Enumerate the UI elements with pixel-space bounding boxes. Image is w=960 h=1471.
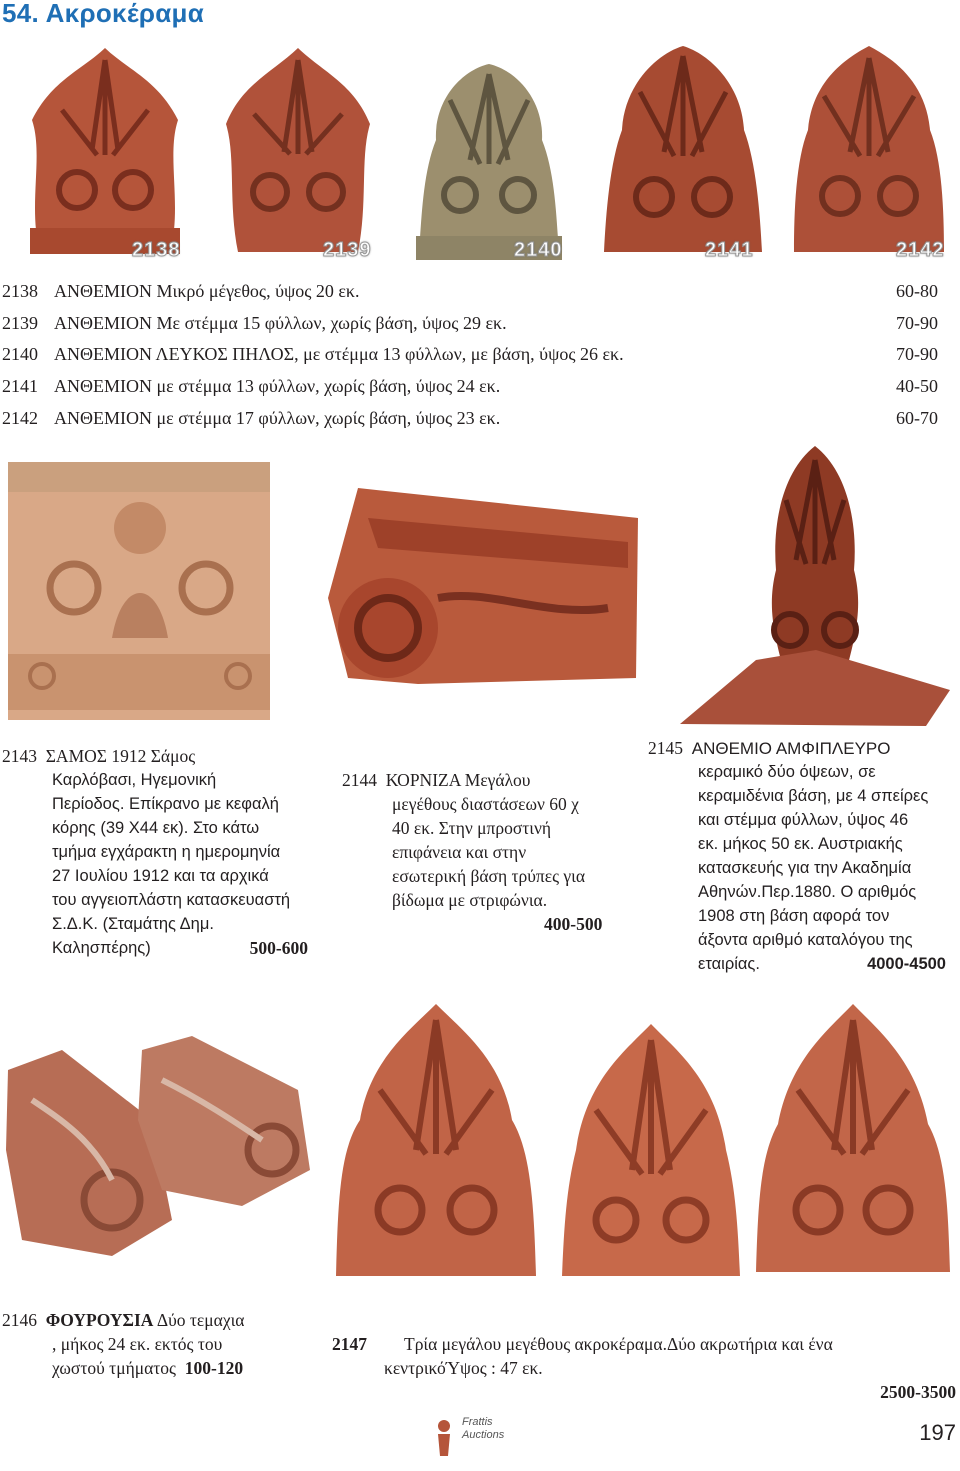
lot-price: 100-120 [184,1358,244,1378]
antefix-photo-2141 [600,42,766,262]
antefix-2140-image [410,60,568,262]
lot-first-line: Δύο τεμαχια [156,1310,245,1330]
lot-number: 2145 [648,738,683,758]
antefix-photo-2142 [786,40,952,262]
antefix-photo-2139 [218,42,378,262]
lot-price: 60-80 [896,281,938,301]
desc-line: επιφάνεια και στην [392,842,527,862]
lot-row-2142 [2,407,938,429]
capital-2143-image [2,458,278,724]
lot-block-2145 [648,736,956,980]
cornice-2144-image [308,478,640,704]
lot-block-2147 [332,1332,956,1406]
antefix-2138-image [22,40,188,262]
lot-number: 2140 [2,344,38,364]
lot-description: ΛΕΥΚΟΣ ΠΗΛΟΣ, με στέμμα 13 φύλλων, με βάση, ύψος 26 εκ. [155,344,624,364]
desc-line: 1908 στη βάση αφορά τον [698,907,890,925]
logo-text-1: Frattis [462,1416,493,1428]
lot-first-line: Μεγάλου [464,770,531,790]
desc-line: βίδωμα με στριφώνια. [392,890,548,910]
lot-number: 2144 [342,770,377,790]
lot-number: 2146 [2,1310,37,1330]
lot-price: 4000-4500 [867,955,946,973]
lot-number: 2142 [2,408,38,428]
lot-row-2138 [2,280,938,302]
capital-photo-2143 [2,458,278,724]
page-number: 197 [919,1420,956,1445]
lot-number: 2139 [2,313,38,333]
desc-last-line: χωστού τμήματος [52,1358,176,1378]
lot-description-line-2: κεντρικόΎψος : 47 εκ. [384,1358,543,1378]
lot-row-2141 [2,375,938,397]
brackets-photo-2146 [2,1030,314,1266]
lot-block-2144 [342,768,614,940]
antefix-2147-right-image [750,1000,956,1278]
desc-line: 40 εκ. Στην μπροστινή [392,818,552,838]
lot-price: 70-90 [896,344,938,364]
desc-line: του αγγειοπλάστη κατασκευαστή [52,891,291,909]
brackets-2146-image [2,1030,314,1266]
lot-block-2146 [2,1308,302,1384]
lot-name: ΚΟΡΝΙΖΑ [385,770,461,790]
desc-line: 27 Ιουλίου 1912 και τα αρχικά [52,867,269,885]
lot-name: ΑΝΘΕΜΙΟΝ [54,281,152,301]
lot-name: ΑΝΘΕΜΙΟΝ [54,408,152,428]
desc-line: κεραμικό δύο όψεων, σε [698,763,876,781]
lot-description: Μικρό μέγεθος, ύψος 20 εκ. [156,281,360,301]
lot-description [52,1332,243,1380]
desc-line: Αθηνών.Περ.1880. Ο αριθμός [698,883,917,901]
antefix-2147-center-image [556,1020,746,1282]
lot-description-line-1: Τρία μεγάλου μεγέθους ακροκέραμα.Δύο ακρωτήρια και ένα [404,1334,833,1354]
lot-description [698,760,946,976]
lot-row-2139 [2,312,938,334]
desc-line: άξοντα αριθμό καταλόγου της [698,931,913,949]
lot-price: 2500-3500 [880,1382,956,1402]
antefix-2145-image [676,440,954,728]
desc-line: Σ.Δ.Κ. (Σταμάτης Δημ. [52,915,214,933]
lot-number: 2143 [2,746,37,766]
lot-name: ΑΝΘΕΜΙΟ ΑΜΦΙΠΛΕΥΡΟ [691,739,891,758]
desc-line: Καρλόβασι, Ηγεμονική [52,771,217,789]
lot-name: ΦΟΥΡΟΥΣΙΑ [45,1310,154,1330]
lot-name: ΑΝΘΕΜΙΟΝ [54,344,152,364]
lot-name: ΑΝΘΕΜΙΟΝ [54,313,152,333]
lot-price: 70-90 [896,313,938,333]
antefix-photo-2147-left [330,1000,542,1282]
lot-price: 500-600 [249,938,308,958]
antefix-2147-left-image [330,1000,542,1282]
cornice-photo-2144 [308,478,640,704]
lot-description [392,792,585,912]
desc-line: και στέμμα φύλλων, ύψος 46 [698,811,909,829]
desc-line: κόρης (39 Χ44 εκ). Στο κάτω [52,819,260,837]
lot-number: 2147 [332,1334,367,1354]
antefix-photo-2145 [676,440,954,728]
antefix-2141-image [600,42,766,262]
lot-name: ΑΝΘΕΜΙΟΝ [54,376,152,396]
antefix-photo-2147-right [750,1000,956,1278]
desc-line: , μήκος 24 εκ. εκτός του [52,1334,223,1354]
lot-description: με στέμμα 17 φύλλων, χωρίς βάση, ύψος 23 εκ. [156,408,501,428]
desc-line: μεγέθους διαστάσεων 60 χ [392,794,579,814]
desc-line: Περίοδος. Επίκρανο με κεφαλή [52,795,279,813]
antefix-2142-image [786,40,952,262]
lot-block-2143 [2,744,318,964]
desc-line: τμήμα εγχάρακτη η ημερομηνία [52,843,281,861]
photo-label-2138: 2138 [132,239,181,261]
page-title: 54. Ακροκέραμα [2,0,205,28]
antefix-photo-2138 [22,40,188,262]
desc-last-line: εταιρίας. [698,955,760,973]
desc-last-line: Καλησπέρης) [52,939,151,957]
lot-number: 2141 [2,376,38,396]
lot-number: 2138 [2,281,38,301]
lot-price: 400-500 [544,914,603,934]
lot-description [52,768,308,960]
lot-name: ΣΑΜΟΣ 1912 [45,746,147,766]
lot-description: Με στέμμα 15 φύλλων, χωρίς βάση, ύψος 29 εκ. [156,313,507,333]
desc-line: κατασκευής για την Ακαδημία [698,859,912,877]
lot-description: με στέμμα 13 φύλλων, χωρίς βάση, ύψος 24 εκ. [156,376,501,396]
antefix-photo-2140 [410,60,568,262]
frattis-auctions-logo [432,1412,528,1462]
logo-text-2: Auctions [462,1429,505,1441]
photo-label-2142: 2142 [896,239,945,261]
lot-first-line: Σάμος [150,746,196,766]
photo-label-2139: 2139 [323,239,372,261]
photo-label-2141: 2141 [705,239,754,261]
antefix-2139-image [218,42,378,262]
desc-line: κεραμιδένια βάση, με 4 σπείρες [698,787,929,805]
lot-price: 60-70 [896,408,938,428]
desc-line: εσωτερική βάση τρύπες για [392,866,586,886]
lot-price: 40-50 [896,376,938,396]
antefix-photo-2147-center [556,1020,746,1282]
lot-row-2140 [2,343,938,365]
photo-label-2140: 2140 [514,239,563,261]
desc-line: εκ. μήκος 50 εκ. Αυστριακής [698,835,903,853]
